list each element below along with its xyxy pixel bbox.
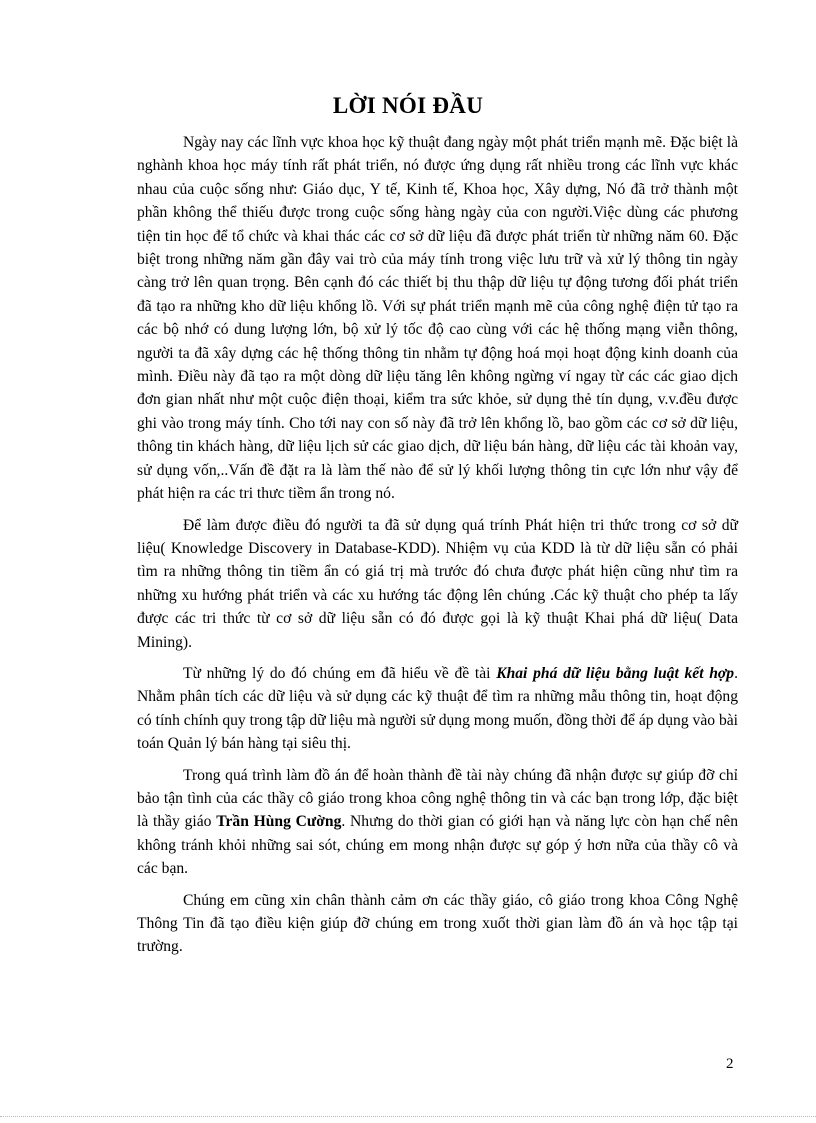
topic-title: Khai phá dữ liệu bằng luật kết hợp xyxy=(496,664,735,682)
paragraph-topic-lead: Từ những lý do đó chúng em đã hiểu về đề tài xyxy=(183,664,497,682)
paragraph-topic xyxy=(137,662,738,756)
paragraph-ack-rest: . Nhưng do thời gian có giới hạn và năng lực còn hạn chế nên không tránh khỏi những sai sót, chúng em mong nhận được sự góp ý hơn nữa của thầy cô và các bạn. xyxy=(137,813,739,878)
document-body xyxy=(137,131,738,967)
paragraph-thanks: Chúng em cũng xin chân thành cảm ơn các thầy giáo, cô giáo trong khoa Công Nghệ Thông Tin đã tạo điều kiện giúp đỡ chúng em trong xuốt thời gian làm đồ án và học tập tại trường. xyxy=(137,891,738,956)
page-number: 2 xyxy=(726,1056,734,1072)
paragraph-ack-lead: Trong quá trình làm đồ án để hoàn thành đề tài này chúng đã nhận được sự giúp đỡ chỉ bảo tận tình của các thầy cô giáo trong khoa công nghệ thông tin và các bạn trong lớp, đặc biệt là thầy giáo xyxy=(137,766,738,831)
page-footer-divider xyxy=(0,1116,816,1117)
paragraph-topic-rest: . Nhằm phân tích các dữ liệu và sử dụng các kỹ thuật để tìm ra những mẫu thông tin, hoạt động có tính chính quy trong tập dữ liệu mà người sử dụng mong muốn, đồng thời để áp dụng vào bài toán Quản lý bán hàng tại siêu thị. xyxy=(137,664,738,753)
page-title: LỜI NÓI ĐẦU xyxy=(332,93,484,118)
paragraph-kdd: Để làm được điều đó người ta đã sử dụng quá trính Phát hiện tri thức trong cơ sở dữ liệu( Knowledge Discovery in Database-KDD). Nhiệm vụ của KDD là từ dữ liệu sẵn có phải tìm ra những thông tin tiềm ẩn có giá trị mà trước đó chưa được phát hiện cũng như tìm ra những xu hướng phát triển và các xu hướng tác động lên chúng .Các kỹ thuật cho phép ta lấy được các tri thức từ cơ sở dữ liệu sẵn có đó được gọi là kỹ thuật Khai phá dữ liệu( Data Mining). xyxy=(137,516,738,651)
supervisor-name: Trần Hùng Cường xyxy=(216,813,342,831)
paragraph-acknowledgement xyxy=(137,764,738,881)
paragraph-intro: Ngày nay các lĩnh vực khoa học kỹ thuật đang ngày một phát triển mạnh mẽ. Đặc biệt là nghành khoa học máy tính rất phát triển, nó được ứng dụng rất nhiều trong các lĩnh vực khác nhau của cuộc sống như: Giáo dục, Y tế, Kinh tế, Khoa học, Xây dựng, Nó đã trở thành một phần không thể thiếu được trong cuộc sống hàng ngày của con người.Việc dùng các phương tiện tin học để tổ chức và khai thác các cơ sở dữ liệu đã được phát triển từ những năm 60. Đặc biệt trong những năm gần đây vai trò của máy tính trong việc lưu trữ và xử lý thông tin ngày càng trở lên quan trọng. Bên cạnh đó các thiết bị thu thập dữ liệu tự động tương đối phát triển đã tạo ra những kho dữ liệu khổng lồ. Với sự phát triển mạnh mẽ của công nghệ điện tử tạo ra các bộ nhớ có dung lượng lớn, bộ xử lý tốc độ cao cùng với các hệ thống mạng viễn thông, người ta đã xây dựng các hệ thống thông tin nhằm tự động hoá mọi hoạt động kinh doanh của mình. Điều này đã tạo ra một dòng dữ liệu tăng lên không ngừng ví ngay từ các các giao dịch đơn gian nhất như một cuộc điện thoại, kiểm tra sức khỏe, sử dụng thẻ tín dụng, v.v.đều được ghi vào trong máy tính. Cho tới nay con số này đã trở lên khổng lồ, bao gồm các cơ sở dữ liệu, thông tin khách hàng, dữ liệu lịch sử các giao dịch, dữ liệu bán hàng, dữ liệu các tài khoản vay, sử dụng vốn,..Vấn đề đặt ra là làm thế nào để sử lý khối lượng thông tin cực lớn như vậy để phát hiện ra các tri thưc tiềm ẩn trong nó. xyxy=(137,134,738,503)
